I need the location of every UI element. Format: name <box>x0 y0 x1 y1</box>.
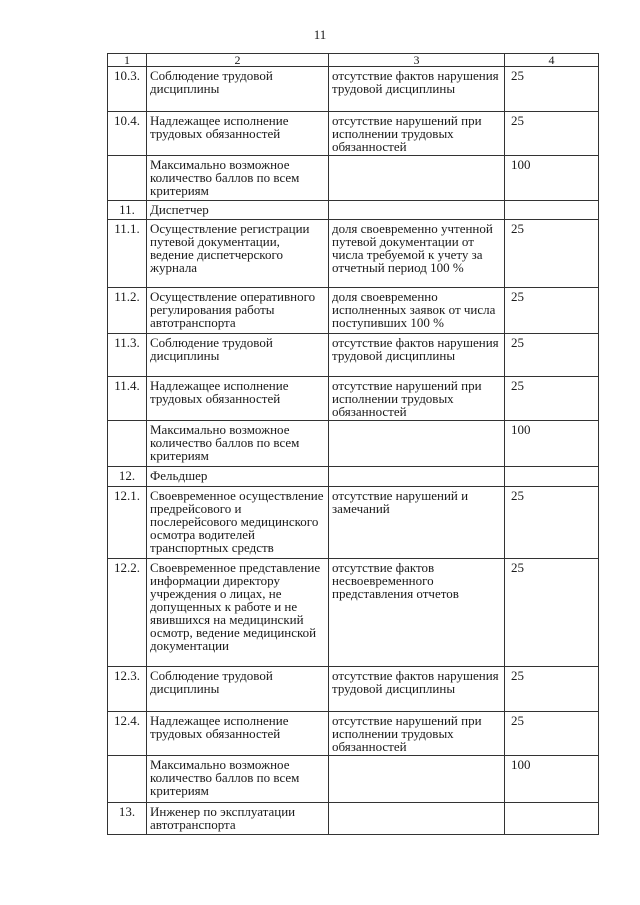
table-row <box>108 559 599 667</box>
row-number: 11.3. <box>108 334 147 377</box>
table-row <box>108 288 599 334</box>
row-indicator <box>329 803 505 835</box>
row-score: 100 <box>505 756 599 803</box>
table-row <box>108 803 599 835</box>
header-col-1: 1 <box>108 54 147 67</box>
header-col-2: 2 <box>147 54 329 67</box>
row-number: 10.3. <box>108 67 147 112</box>
row-score: 25 <box>505 487 599 559</box>
row-indicator: доля своевременно исполненных заявок от числа поступивших 100 % <box>329 288 505 334</box>
row-indicator: отсутствие нарушений при исполнении трудовых обязанностей <box>329 377 505 421</box>
row-criterion: Осуществление регистрации путевой документации, ведение диспетчерского журнала <box>147 220 329 288</box>
row-number: 11.4. <box>108 377 147 421</box>
row-score <box>505 467 599 487</box>
row-score: 25 <box>505 667 599 712</box>
row-indicator <box>329 467 505 487</box>
row-criterion: Надлежащее исполнение трудовых обязанностей <box>147 112 329 156</box>
row-number: 12.4. <box>108 712 147 756</box>
criteria-table <box>107 53 599 835</box>
row-number: 11.2. <box>108 288 147 334</box>
row-criterion: Соблюдение трудовой дисциплины <box>147 667 329 712</box>
row-number: 12. <box>108 467 147 487</box>
page-number: 11 <box>313 27 327 42</box>
row-indicator: отсутствие нарушений при исполнении трудовых обязанностей <box>329 112 505 156</box>
row-score: 25 <box>505 334 599 377</box>
row-criterion: Своевременное осуществление предрейсового и послерейсового медицинского осмотра водителей транспортных средств <box>147 487 329 559</box>
row-indicator <box>329 201 505 220</box>
row-score: 100 <box>505 421 599 467</box>
row-number: 11. <box>108 201 147 220</box>
header-col-3: 3 <box>329 54 505 67</box>
row-score: 25 <box>505 67 599 112</box>
row-criterion: Инженер по эксплуатации автотранспорта <box>147 803 329 835</box>
table-row <box>108 220 599 288</box>
row-criterion: Фельдшер <box>147 467 329 487</box>
row-criterion: Максимально возможное количество баллов по всем критериям <box>147 756 329 803</box>
header-col-4: 4 <box>505 54 599 67</box>
row-score: 100 <box>505 156 599 201</box>
row-criterion: Надлежащее исполнение трудовых обязанностей <box>147 377 329 421</box>
row-indicator: доля своевременно учтенной путевой документации от числа требуемой к учету за отчетный период 100 % <box>329 220 505 288</box>
table-row <box>108 756 599 803</box>
row-criterion: Соблюдение трудовой дисциплины <box>147 334 329 377</box>
row-criterion: Осуществление оперативного регулирования работы автотранспорта <box>147 288 329 334</box>
row-number: 10.4. <box>108 112 147 156</box>
table-row <box>108 67 599 112</box>
row-indicator <box>329 421 505 467</box>
row-indicator: отсутствие фактов нарушения трудовой дисциплины <box>329 334 505 377</box>
table-row <box>108 487 599 559</box>
row-score <box>505 201 599 220</box>
table-row <box>108 201 599 220</box>
table-row <box>108 377 599 421</box>
row-criterion: Своевременное представление информации директору учреждения о лицах, не допущенных к работе и не явившихся на медицинский осмотр, ведение медицинской документации <box>147 559 329 667</box>
table-row <box>108 667 599 712</box>
row-number <box>108 421 147 467</box>
row-indicator: отсутствие нарушений и замечаний <box>329 487 505 559</box>
row-number: 12.3. <box>108 667 147 712</box>
table-row <box>108 156 599 201</box>
table-row <box>108 112 599 156</box>
row-indicator: отсутствие фактов несвоевременного представления отчетов <box>329 559 505 667</box>
row-indicator <box>329 756 505 803</box>
table-header-row <box>108 54 599 67</box>
row-score <box>505 803 599 835</box>
row-indicator: отсутствие фактов нарушения трудовой дисциплины <box>329 67 505 112</box>
row-criterion: Диспетчер <box>147 201 329 220</box>
row-number <box>108 756 147 803</box>
row-criterion: Соблюдение трудовой дисциплины <box>147 67 329 112</box>
row-score: 25 <box>505 377 599 421</box>
table-row <box>108 467 599 487</box>
table-row <box>108 334 599 377</box>
table-row <box>108 421 599 467</box>
row-number <box>108 156 147 201</box>
row-score: 25 <box>505 559 599 667</box>
row-number: 12.1. <box>108 487 147 559</box>
table-row <box>108 712 599 756</box>
row-score: 25 <box>505 288 599 334</box>
row-score: 25 <box>505 112 599 156</box>
row-number: 13. <box>108 803 147 835</box>
row-score: 25 <box>505 220 599 288</box>
row-score: 25 <box>505 712 599 756</box>
row-indicator: отсутствие фактов нарушения трудовой дисциплины <box>329 667 505 712</box>
row-number: 11.1. <box>108 220 147 288</box>
row-criterion: Максимально возможное количество баллов по всем критериям <box>147 156 329 201</box>
row-indicator <box>329 156 505 201</box>
row-criterion: Надлежащее исполнение трудовых обязанностей <box>147 712 329 756</box>
row-indicator: отсутствие нарушений при исполнении трудовых обязанностей <box>329 712 505 756</box>
row-criterion: Максимально возможное количество баллов по всем критериям <box>147 421 329 467</box>
row-number: 12.2. <box>108 559 147 667</box>
